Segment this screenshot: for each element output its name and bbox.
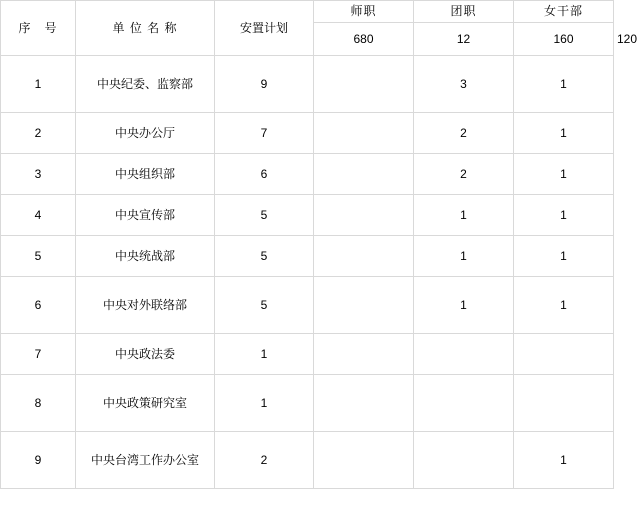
cell-tuan: 1 xyxy=(414,236,514,277)
column-header-unit: 单 位 名 称 xyxy=(76,1,215,56)
cell-tuan xyxy=(414,432,514,489)
cell-tuan: 3 xyxy=(414,56,514,113)
table-row xyxy=(1,154,614,195)
cell-shi xyxy=(314,195,414,236)
cell-no: 3 xyxy=(1,154,76,195)
cell-shi xyxy=(314,56,414,113)
column-header-tuan: 团职 xyxy=(414,1,514,23)
table-row xyxy=(1,195,614,236)
column-header-plan: 安置计划 xyxy=(215,1,314,56)
cell-no: 6 xyxy=(1,277,76,334)
cell-shi xyxy=(314,432,414,489)
cell-unit: 中央统战部 xyxy=(76,236,215,277)
column-header-no: 序 号 xyxy=(1,1,76,56)
cell-plan: 2 xyxy=(215,432,314,489)
cell-nv: 1 xyxy=(514,277,614,334)
cell-plan: 9 xyxy=(215,56,314,113)
cell-unit: 中央政法委 xyxy=(76,334,215,375)
cell-unit: 中央宣传部 xyxy=(76,195,215,236)
totals-row: 680 12 160 120 xyxy=(1,23,614,56)
cell-unit: 中央台湾工作办公室 xyxy=(76,432,215,489)
column-header-nv: 女干部 xyxy=(514,1,614,23)
table-row xyxy=(1,277,614,334)
table-row xyxy=(1,375,614,432)
cell-plan: 5 xyxy=(215,277,314,334)
cell-tuan: 1 xyxy=(414,277,514,334)
cell-nv: 1 xyxy=(514,154,614,195)
total-plan: 680 xyxy=(314,23,414,56)
table-head xyxy=(1,1,637,56)
cell-no: 1 xyxy=(1,56,76,113)
cell-tuan: 1 xyxy=(414,195,514,236)
cell-unit: 中央组织部 xyxy=(76,154,215,195)
header-row xyxy=(1,1,614,23)
total-shi: 12 xyxy=(414,23,514,56)
cell-nv: 1 xyxy=(514,236,614,277)
cell-nv: 1 xyxy=(514,113,614,154)
cell-nv xyxy=(514,375,614,432)
cell-plan: 5 xyxy=(215,236,314,277)
cell-shi xyxy=(314,375,414,432)
cell-nv: 1 xyxy=(514,195,614,236)
cell-no: 9 xyxy=(1,432,76,489)
cell-shi xyxy=(314,154,414,195)
cell-plan: 6 xyxy=(215,154,314,195)
cell-unit: 中央对外联络部 xyxy=(76,277,215,334)
total-tuan: 160 xyxy=(514,23,614,56)
cell-tuan: 2 xyxy=(414,113,514,154)
cell-nv: 1 xyxy=(514,56,614,113)
cell-nv xyxy=(514,334,614,375)
cell-shi xyxy=(314,277,414,334)
cell-shi xyxy=(314,236,414,277)
cell-shi xyxy=(314,113,414,154)
cell-no: 2 xyxy=(1,113,76,154)
cell-tuan xyxy=(414,334,514,375)
cell-unit: 中央纪委、监察部 xyxy=(76,56,215,113)
cell-unit: 中央政策研究室 xyxy=(76,375,215,432)
cell-no: 4 xyxy=(1,195,76,236)
cell-no: 5 xyxy=(1,236,76,277)
cell-nv: 1 xyxy=(514,432,614,489)
cell-no: 7 xyxy=(1,334,76,375)
table-row xyxy=(1,236,614,277)
table-row xyxy=(1,56,614,113)
column-header-shi: 师职 xyxy=(314,1,414,23)
cell-no: 8 xyxy=(1,375,76,432)
cell-shi xyxy=(314,334,414,375)
table-row xyxy=(1,113,614,154)
cell-plan: 1 xyxy=(215,334,314,375)
cell-tuan xyxy=(414,375,514,432)
cell-plan: 1 xyxy=(215,375,314,432)
cell-unit: 中央办公厅 xyxy=(76,113,215,154)
table-row xyxy=(1,432,614,489)
table-body xyxy=(1,56,614,489)
table-row xyxy=(1,334,614,375)
cell-plan: 7 xyxy=(215,113,314,154)
cell-plan: 5 xyxy=(215,195,314,236)
cell-tuan: 2 xyxy=(414,154,514,195)
